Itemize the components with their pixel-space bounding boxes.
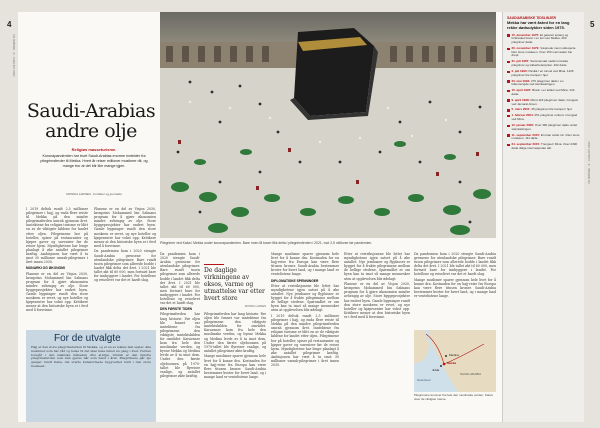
body-paragraph: I 2019 deltok rundt 2,5 millioner pilegrimer i hajj, og enda flere reiste til Mekka på den mindre pilegrimsferden umrah gjennom året. Inntektene fra religiøs turisme er blitt en av de viktigste kildene for landet etter oljen. Pilegrimene bor på hoteller, spiser på restauranter og kjøper gaver og suvenirer før de reiser hjem. Myndighetene har lenge planlagt å øke antallet pilegrimer kraftig. Ambisjonen har vært å ta imot 30 millioner umrah-pilegrimer i året innen 2030. [26, 207, 88, 265]
map-label-jidda: Jidda [432, 368, 440, 372]
timeline-entry-text: 20. november 1979: Væpnede menn okkuperte Den store moskeen. Over 150 mennesker ble drept. [511, 45, 576, 58]
body-paragraph: Da pandemien kom i 2020 stengte Saudi-Arabia grensene for utenlandske pilegrimer. Bare rundt tusen pilegrimer som allerede bodde i landet fikk delta det året. I 2021 ble tallet økt til 60 000, men fortsatt bare for innbyggere i landet. For hotellene og reiselivet var det et hardt slag. [94, 249, 156, 283]
page-number-left: 4 [7, 20, 12, 29]
bullet-square-icon [507, 115, 510, 118]
body-paragraph: Pilegrimsferden har lang historie. Før oljen ble funnet var inntektene fra pilegrimene den viktigste inntektskilden for området. Karavaner kom fra hele den muslimske verden, og byene Mekka og Medina levde av å ta imot dem. Under den første oljeboomen på 1970-tallet ble flyreiser vanlige, og antallet pilegrimer økte kraftig. [204, 312, 266, 353]
timeline-date: 24. september 2015: [511, 142, 542, 147]
body-paragraph: Mange muslimer sparer gjennom hele livet for å kunne dra. Kostnaden for en hajj-reise fra Europa kan være flere titusen kroner. Saudi-Arabia bestemmer kvoter for hvert land, og i mange land er ventelistene lange. [414, 278, 496, 299]
timeline-date: 2. juli 1990: [511, 68, 529, 73]
bullet-square-icon [507, 90, 510, 93]
map-label-sea: Rødehavet [417, 378, 431, 382]
article-spread [18, 12, 584, 422]
kicker: Religiøs masseturisme. [71, 147, 117, 152]
kaaba-crowd-image [160, 12, 496, 238]
timeline-entry-text: 11. september 2015: En kran veltet inn i Den store moskeen. 111 døde. [511, 132, 580, 141]
body-paragraph: Mange muslimer sparer gjennom hele livet for å kunne dra. Kostnaden for en hajj-reise fra Europa kan være flere titusen kroner. Saudi-Arabia bestemmer kvoter for hvert land, og i mange land er ventelistene lange. [204, 354, 266, 379]
timeline-item [503, 80, 584, 87]
bullet-square-icon [507, 125, 510, 128]
bullet-square-icon [507, 48, 510, 51]
bullet-square-icon [507, 61, 510, 64]
timeline-item [503, 124, 584, 131]
body-paragraph: Pilegrimsferden har lang historie. Før oljen ble funnet var inntektene fra pilegrimene den viktigste inntektskilden for området. Karavaner kom fra hele den muslimske verden, og byene Mekka og Medina levde av å ta imot dem. Under den første oljeboomen på 1970-tallet ble flyreiser vanlige, og antallet pilegrimer økte kraftig. [160, 312, 200, 378]
timeline-entry-text: 31. juli 1987: Sammenstøt mellom iranske pilegrimer og sikkerhetsstyrker. 402 døde. [511, 59, 569, 67]
map-label-medina: Medina [449, 353, 459, 357]
timeline-entry-text: 1. februar 2004: 251 pilegrimer omkom i trengsel ved Mina. [511, 113, 578, 122]
timeline-sidebar [502, 12, 584, 422]
timeline-item [503, 89, 584, 96]
body-paragraph: Da pandemien kom i 2020 stengte Saudi-Arabia grensene for utenlandske pilegrimer. Bare rundt tusen pilegrimer som allerede bodde i landet fikk delta det året. I 2021 ble tallet økt til 60 000, men fortsatt bare for innbyggere i landet. For hotellene og reiselivet var det et hardt slag. [414, 252, 496, 277]
mecca-photo [160, 12, 496, 238]
region-map [414, 330, 496, 392]
pull-quote-text: De daglige virkningene av eksos, varme og utmattelse var etter hvert store [204, 267, 265, 302]
timeline-item [503, 134, 584, 141]
body-column-5 [271, 252, 339, 422]
timeline-date: 9. april 1998: [511, 97, 531, 102]
timeline-entry-text: 23. mai 1994: 270 pilegrimer døde i en folkemengde ved steinkastingen. [511, 78, 564, 87]
fact-box-body: Hajj er den store pilegrimsferden til Mekka, og er en av islams fem søyler. Alle muslimer som har råd og helse til det skal reise minst én gang i livet. Ferden foregår i den islamske måneden dhu al-hijja. Umrah er den mindre pilegrimsferden som kan gjøres når som helst i året. Pilegrimene går sju ganger rundt Kaba, det svarte kubeformede byggverket midt i den store moskeen. [31, 346, 152, 369]
timeline-entry-text: 9. april 1998: Minst 118 pilegrimer døde i trengsel ved Jamarat-broen. [511, 97, 578, 106]
pull-quote [204, 264, 266, 308]
bullet-square-icon [507, 144, 510, 147]
timeline-item [503, 34, 584, 45]
timeline-date: 23. mai 1994: [511, 78, 532, 83]
body-paragraph: Planene er en del av Visjon 2030, kronprins Mohammed bin Salmans program for å gjøre økonomien mindre avhengig av olje. Store byggeprosjekter har endret byen. Gamle bygninger rundt den store moskeen er revet, og nye hoteller og kjøpesentre har vokst opp. Kritikere mener at den historiske byen er i ferd med å forsvinne. [26, 271, 88, 313]
body-paragraph: Da pandemien kom i 2020 stengte Saudi-Arabia grensene for utenlandske pilegrimer. Bare rundt tusen pilegrimer som allerede bodde i landet fikk delta det året. I 2021 ble tallet økt til 60 000, men fortsatt bare for innbyggere i landet. For hotellene og reiselivet var det et hardt slag. [160, 252, 200, 306]
body-paragraph: Etter at restriksjonene ble lettet har myndighetene igjen satset på å øke antallet. Nye jernbaner og flyplasser er bygget for å frakte pilegrimene mellom de hellige stedene. Spørsmålet er om byen kan ta imot så mange mennesker uten at opplevelsen blir ødelagt. [344, 252, 410, 281]
margin-strip-left: VG RØNNE · 8 · AUGUST 2021 [12, 34, 16, 77]
timeline-date: 15. desember 1975: [511, 32, 541, 37]
timeline-date: 11. september 2015: [511, 132, 541, 137]
timeline-list [503, 34, 584, 151]
timeline-item [503, 99, 584, 106]
timeline-entry-text: 24. september 2015: Trengsel i Mina. Over 2400 døde ifølge internasjonale tall. [511, 142, 578, 150]
sidebar-tag: SAUDIARABISKE TIDSLINJER [507, 16, 556, 20]
fact-box [26, 330, 156, 422]
body-column-1 [26, 207, 88, 329]
body-column-4 [204, 312, 266, 422]
body-paragraph: I 2019 deltok rundt 2,5 millioner pilegrimer i hajj, og enda flere reiste til Mekka på den mindre pilegrimsferden umrah gjennom året. Inntektene fra religiøs turisme er blitt en av de viktigste kildene for landet etter oljen. Pilegrimene bor på hoteller, spiser på restauranter og kjøper gaver og suvenirer før de reiser hjem. Myndighetene har lenge planlagt å øke antallet pilegrimer kraftig. Ambisjonen har vært å ta imot 30 millioner umrah-pilegrimer i året innen 2030. [271, 313, 339, 368]
body-paragraph: Mange muslimer sparer gjennom hele livet for å kunne dra. Kostnaden for en hajj-reise fra Europa kan være flere titusen kroner. Saudi-Arabia bestemmer kvoter for hvert land, og i mange land er ventelistene lange. [271, 252, 339, 277]
photo-caption: Pilegrimer ved Kaba i Mekka under koronapandemien. Bare noen få tusen fikk delta i pilegrimsferden i 2021, mot 2,5 millioner før pandemien. [160, 241, 373, 245]
timeline-date: 1. februar 2004: [511, 113, 535, 118]
timeline-entry-text: 5. mars 2001: 35 pilegrimer ble trampet i hjel. [511, 107, 573, 112]
timeline-entry-text: 15. desember 1975: Et gassrør sprang og forårsaket brann i en leir nær Mekka. 200 pilegrimer døde. [511, 32, 569, 45]
bullet-square-icon [507, 71, 510, 74]
fact-box-title: For de utvalgte [54, 333, 121, 344]
body-column-7 [414, 252, 496, 326]
deck-text: Koronapandemien har truet Saudi-Arabias enorme inntekter fra pilegrimsferder til Mekka. Hvert år reiser millioner muslimer dit, og mange tror at det blir like mange igjen. [40, 154, 148, 168]
subheading: DIPLOMATISKE SPENNINGER [271, 278, 319, 283]
body-paragraph: Etter at restriksjonene ble lettet har myndighetene igjen satset på å øke antallet. Nye jernbaner og flyplasser er bygget for å frakte pilegrimene mellom de hellige stedene. Spørsmålet er om byen kan ta imot så mange mennesker uten at opplevelsen blir ødelagt. [271, 283, 339, 313]
headline: Saudi-Arabias andre olje [26, 100, 156, 142]
timeline-item [503, 114, 584, 121]
map-label-country: SAUDI-ARABIA [460, 372, 482, 376]
timeline-entry-text: 12. januar 2006: Over 360 pilegrimer døde under steinkastingen. [511, 122, 578, 131]
bullet-square-icon [507, 109, 510, 112]
body-paragraph: Planene er en del av Visjon 2030, kronprins Mohammed bin Salmans program for å gjøre økonomien mindre avhengig av olje. Store byggeprosjekter har endret byen. Gamle bygninger rundt den store moskeen er revet, og nye hoteller og kjøpesentre har vokst opp. Kritikere mener at den historiske byen er i ferd med å forsvinne. [94, 207, 156, 248]
pull-quote-source: MONIKA LARSEN [244, 305, 266, 309]
timeline-date: 20. november 1979: [511, 45, 541, 50]
timeline-date: 15. april 1997: [511, 88, 533, 93]
timeline-entry-text: 15. april 1997: Brann i en teltleir ved Mina. 343 døde. [511, 88, 575, 96]
timeline-date: 5. mars 2001: [511, 107, 532, 112]
timeline-item [503, 60, 584, 67]
subheading: DEN FØRSTE TIDEN [160, 307, 193, 312]
sidebar-title: Mekka har vært åsted for en lang rekke dødsulykker siden 1975. [507, 20, 570, 30]
subheading: MONARKI OG ØKONOMI [26, 266, 65, 271]
timeline-entry-text: 2. juli 1990: Panikk i en tunnel ved Mina. 1426 pilegrimer ble trampet i hjel. [511, 68, 574, 77]
bullet-square-icon [507, 134, 510, 137]
timeline-item [503, 108, 584, 112]
page-number-right: 5 [590, 20, 595, 29]
timeline-date: 31. juli 1987: [511, 59, 531, 64]
bullet-square-icon [507, 99, 510, 102]
body-column-6 [344, 252, 410, 422]
bullet-square-icon [507, 80, 510, 83]
timeline-date: 12. januar 2006: [511, 122, 535, 127]
timeline-item [503, 70, 584, 77]
map-label-mecca: Mekka [447, 361, 457, 365]
map-caption: Pilegrimene kommer fra hele den muslimske verden. Kartet viser de viktigste rutene. [414, 393, 493, 401]
bullet-square-icon [507, 34, 510, 37]
quote-rule [204, 264, 224, 265]
body-column-2 [94, 207, 156, 329]
margin-strip-right: VG RØNNE · 8 · AUGUST 2021 [587, 141, 591, 184]
byline: MONIKA LARSEN · Forfatter og journalist [66, 192, 122, 196]
timeline-item [503, 143, 584, 150]
timeline-item [503, 47, 584, 58]
body-column-3 [160, 252, 200, 422]
body-paragraph: Planene er en del av Visjon 2030, kronprins Mohammed bin Salmans program for å gjøre økonomien mindre avhengig av olje. Store byggeprosjekter har endret byen. Gamle bygninger rundt den store moskeen er revet, og nye hoteller og kjøpesentre har vokst opp. Kritikere mener at den historiske byen er i ferd med å forsvinne. [344, 282, 410, 319]
